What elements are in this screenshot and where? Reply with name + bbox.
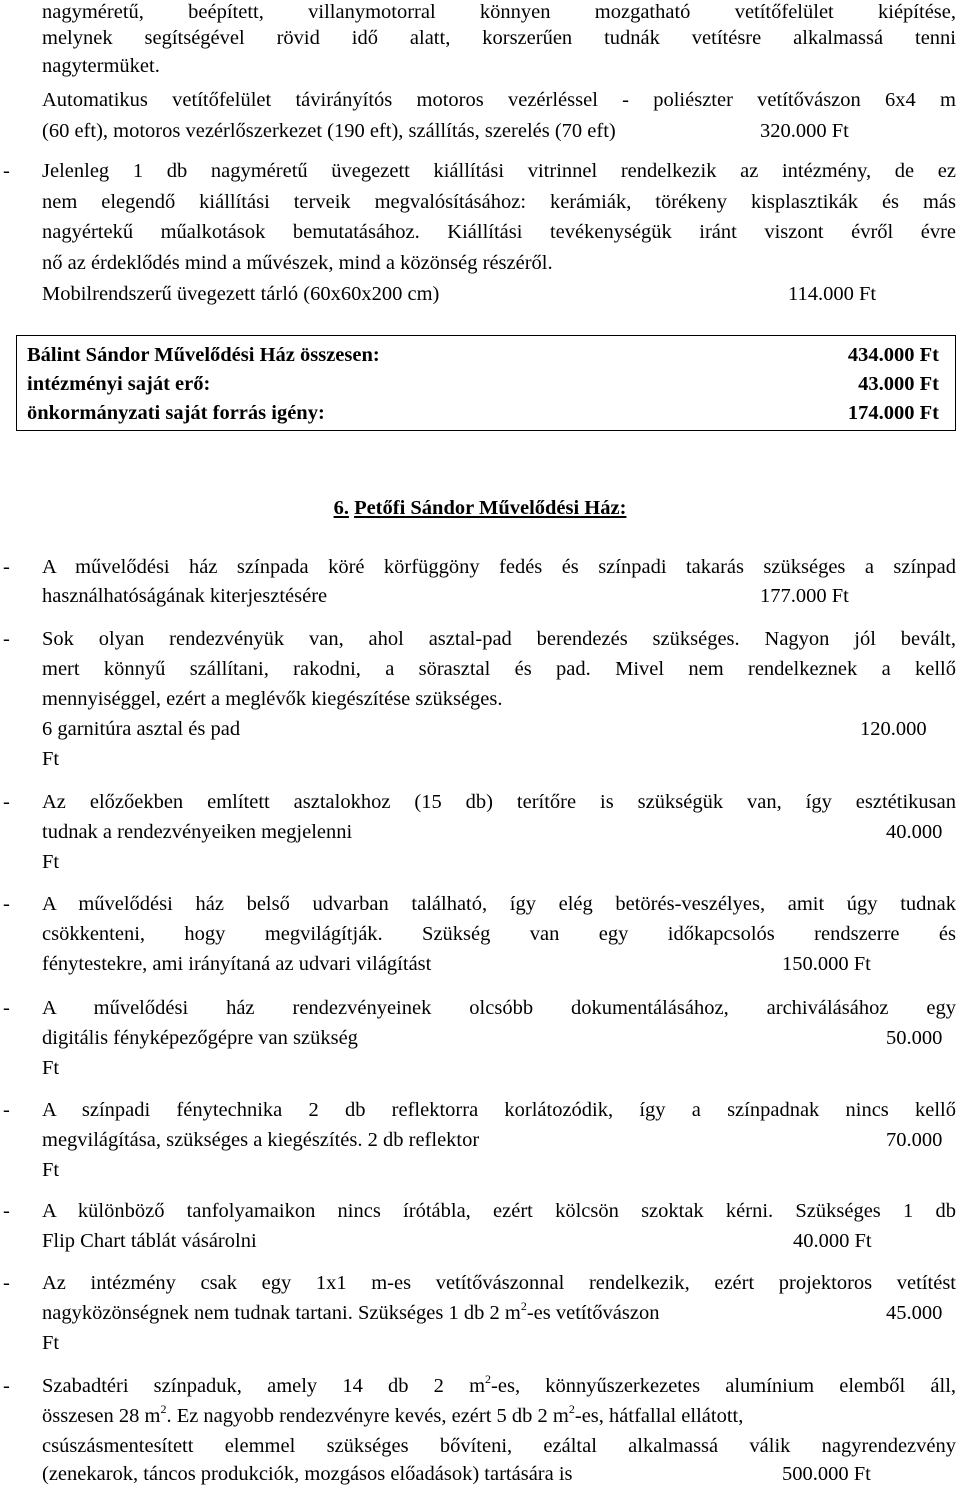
bullet-dash: - bbox=[3, 1200, 10, 1222]
item9-text-b: -es, könnyűszerkezetes alumínium elemből áll, bbox=[491, 1375, 957, 1397]
item9-amount: 500.000 Ft bbox=[782, 1463, 871, 1485]
item2-line-1: Sok olyan rendezvényük van, ahol asztal-pad berendezés szükséges. Nagyon jól bevált, bbox=[42, 628, 956, 650]
item6-line-1: A színpadi fénytechnika 2 db reflektorra korlátozódik, így a színpadnak nincs kellő bbox=[42, 1099, 956, 1121]
item8-line-1: Az intézmény csak egy 1x1 m-es vetítővászonnal rendelkezik, ezért projektoros vetítést bbox=[42, 1272, 956, 1294]
bullet-dash: - bbox=[3, 1375, 10, 1397]
intro-line-4: Automatikus vetítőfelület távirányítós motoros vezérléssel - poliészter vetítővászon 6x4 m bbox=[42, 89, 956, 111]
item9-line-1 bbox=[42, 1373, 956, 1399]
bullet-dash: - bbox=[3, 1272, 10, 1294]
bullet-dash: - bbox=[3, 791, 10, 813]
item9-text-d: . Ez nagyobb rendezvényre kevés, ezért 5 db 2 m bbox=[166, 1405, 569, 1427]
section-number: 6. bbox=[333, 497, 349, 519]
item7-amount: 40.000 Ft bbox=[793, 1230, 872, 1252]
intro-line-5: (60 eft), motoros vezérlőszerkezet (190 eft), szállítás, szerelés (70 eft) bbox=[42, 120, 616, 142]
item6-amount: 70.000 bbox=[886, 1129, 943, 1151]
item5-amount: 50.000 bbox=[886, 1027, 943, 1049]
item9-line-2 bbox=[42, 1403, 956, 1429]
summary-own-label: intézményi saját erő: bbox=[27, 373, 211, 395]
item5-currency: Ft bbox=[42, 1057, 60, 1079]
bullet-dash: - bbox=[3, 556, 10, 578]
bullet-dash: - bbox=[3, 628, 10, 650]
section-heading bbox=[0, 494, 960, 522]
summary-own-value: 43.000 Ft bbox=[858, 373, 939, 395]
summary-total-value: 434.000 Ft bbox=[847, 344, 939, 366]
summary-gov-label: önkormányzati saját forrás igény: bbox=[27, 402, 325, 424]
item8-line-2-text-cont: -es vetítővászon bbox=[526, 1302, 660, 1324]
item2-amount: 120.000 bbox=[860, 718, 927, 740]
item9-text-c: összesen 28 m bbox=[42, 1405, 161, 1427]
item2-line-3: mennyiséggel, ezért a meglévők kiegészítése szükséges. bbox=[42, 688, 503, 710]
bullet-dash: - bbox=[3, 893, 10, 915]
item1-line-2: használhatóságának kiterjesztésére bbox=[42, 585, 328, 607]
item9-line-4: (zenekarok, táncos produkciók, mozgásos előadások) tartására is bbox=[42, 1463, 573, 1485]
vitrine-amount: 114.000 Ft bbox=[788, 283, 877, 305]
item6-line-2: megvilágítása, szükséges a kiegészítés. 2 db reflektor bbox=[42, 1129, 480, 1151]
bullet-dash: - bbox=[3, 997, 10, 1019]
item7-line-1: A különböző tanfolyamaikon nincs írótábla, ezért kölcsön szoktak kérni. Szükséges 1 db bbox=[42, 1200, 956, 1222]
item3-amount: 40.000 bbox=[886, 821, 943, 843]
item8-line-2 bbox=[42, 1300, 659, 1326]
summary-box bbox=[16, 335, 956, 431]
intro-line-3: nagytermüket. bbox=[42, 55, 160, 77]
item2-line-2: mert könnyű szállítani, rakodni, a sörasztal és pad. Mivel nem rendelkeznek a kellő bbox=[42, 658, 956, 680]
item8-currency: Ft bbox=[42, 1332, 60, 1354]
vitrine-line-4: nő az érdeklődés mind a művészek, mind a közönség részéről. bbox=[42, 252, 553, 274]
item3-currency: Ft bbox=[42, 851, 60, 873]
vitrine-line-5: Mobilrendszerű üvegezett tárló (60x60x200 cm) bbox=[42, 283, 440, 305]
item7-line-2: Flip Chart táblát vásárolni bbox=[42, 1230, 257, 1252]
item9-text-e: -es, hátfallal ellátott, bbox=[574, 1405, 744, 1427]
item9-line-1-text bbox=[42, 1373, 956, 1399]
item9-line-3: csúszásmentesített elemmel szükséges bővíteni, ezáltal alkalmassá válik nagyrendezvény bbox=[42, 1435, 956, 1457]
section-title: Petőfi Sándor Művelődési Ház: bbox=[354, 497, 627, 519]
item5-line-2: digitális fényképezőgépre van szükség bbox=[42, 1027, 358, 1049]
vitrine-line-2: nem elegendő kiállítási terveik megvalósításához: kerámiák, törékeny kisplasztikák és más bbox=[42, 191, 956, 213]
summary-total-label: Bálint Sándor Művelődési Ház összesen: bbox=[27, 344, 380, 366]
superscript: 2 bbox=[520, 1299, 527, 1314]
intro-amount: 320.000 Ft bbox=[760, 120, 849, 142]
superscript: 2 bbox=[568, 1402, 575, 1417]
item2-currency: Ft bbox=[42, 748, 60, 770]
item8-line-2-text: nagyközönségnek nem tudnak tartani. Szükséges 1 db 2 m bbox=[42, 1302, 521, 1324]
item1-amount: 177.000 Ft bbox=[760, 585, 849, 607]
item3-line-1: Az előzőekben említett asztalokhoz (15 db) terítőre is szükségük van, így esztétikusan bbox=[42, 791, 956, 813]
vitrine-line-3: nagyértekű műalkotások bemutatásához. Kiállítási tevékenységük iránt viszont évről évre bbox=[42, 221, 956, 243]
superscript: 2 bbox=[485, 1372, 492, 1387]
item2-line-4: 6 garnitúra asztal és pad bbox=[42, 718, 241, 740]
item4-line-1: A művelődési ház belső udvarban található, így elég betörés-veszélyes, amit úgy tudnak bbox=[42, 893, 956, 915]
item1-line-1: A művelődési ház színpada köré körfüggöny fedés és színpadi takarás szükséges a színpad bbox=[42, 556, 956, 578]
intro-line-1: nagyméretű, beépített, villanymotorral könnyen mozgatható vetítőfelület kiépítése, bbox=[42, 1, 956, 23]
item4-line-2: csökkenteni, hogy megvilágítják. Szükség van egy időkapcsolós rendszerre és bbox=[42, 923, 956, 945]
item3-line-2: tudnak a rendezvényeiken megjelenni bbox=[42, 821, 353, 843]
item4-amount: 150.000 Ft bbox=[782, 953, 871, 975]
item8-amount: 45.000 bbox=[886, 1302, 943, 1324]
vitrine-line-1: Jelenleg 1 db nagyméretű üvegezett kiállítási vitrinnel rendelkezik az intézmény, de ez bbox=[42, 160, 956, 182]
bullet-dash: - bbox=[3, 1099, 10, 1121]
bullet-dash: - bbox=[3, 160, 10, 182]
intro-line-2: melynek segítségével rövid idő alatt, korszerűen tudnák vetítésre alkalmassá tenni bbox=[42, 27, 956, 49]
superscript: 2 bbox=[160, 1402, 167, 1417]
item9-text-a: Szabadtéri színpaduk, amely 14 db 2 m bbox=[42, 1375, 486, 1397]
summary-gov-value: 174.000 Ft bbox=[847, 402, 939, 424]
item4-line-3: fénytestekre, ami irányítaná az udvari világítást bbox=[42, 953, 432, 975]
item6-currency: Ft bbox=[42, 1159, 60, 1181]
item5-line-1: A művelődési ház rendezvényeinek olcsóbb dokumentálásához, archiválásához egy bbox=[42, 997, 956, 1019]
